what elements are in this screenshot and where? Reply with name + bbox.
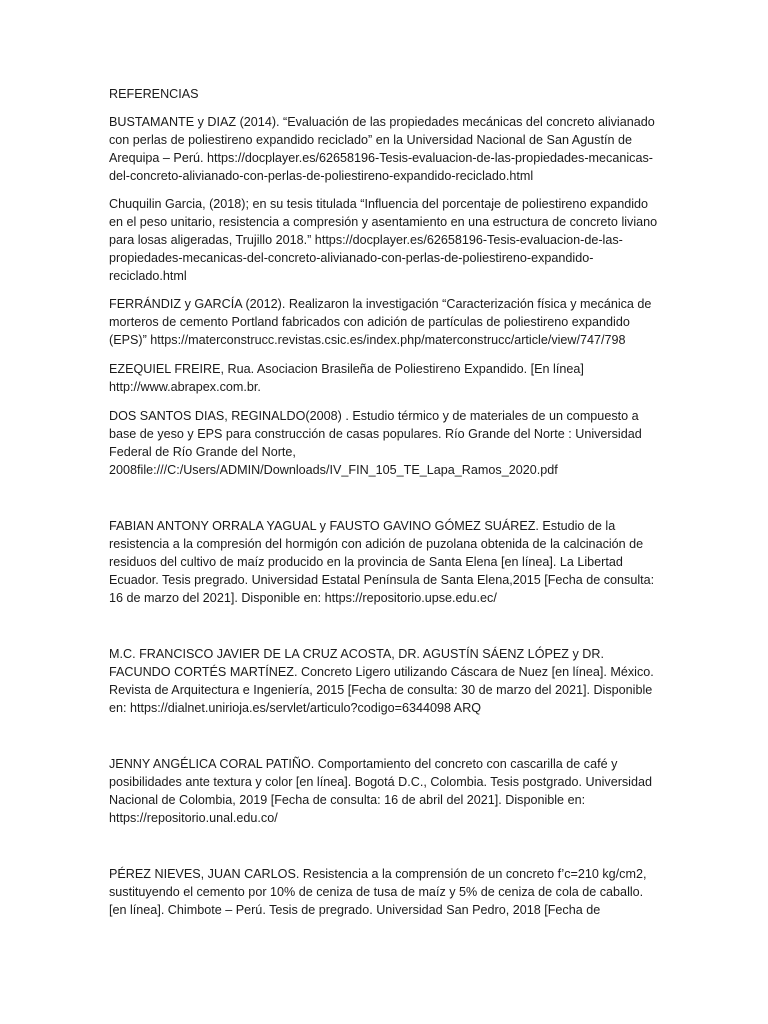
reference-ferrandiz-garcia: FERRÁNDIZ y GARCÍA (2012). Realizaron la investigación “Caracterización física y mecánica de morteros de cemento Portland fabricados con adición de partículas de poliestireno expandido (EPS)” https://materconstrucc.revistas.csic.es/index.php/materconstrucc/article/view/747/798 bbox=[109, 297, 652, 347]
reference-bustamante-diaz: BUSTAMANTE y DIAZ (2014). “Evaluación de las propiedades mecánicas del concreto alivianado con perlas de poliestireno expandido reciclado” en la Universidad Nacional de San Agustín de Arequipa – Perú. https://docplayer.es/62658196-Tesis-evaluacion-de-las-propiedades-mecanicas-del-concreto-alivianado-con-perlas-de-poliestireno-expandido-reciclado.html bbox=[109, 115, 655, 183]
reference-ezequiel-freire: EZEQUIEL FREIRE, Rua. Asociacion Brasileña de Poliestireno Expandido. [En línea] http://www.abrapex.com.br. bbox=[109, 362, 584, 394]
reference-de-la-cruz-acosta: M.C. FRANCISCO JAVIER DE LA CRUZ ACOSTA, DR. AGUSTÍN SÁENZ LÓPEZ y DR. FACUNDO CORTÉS MARTÍNEZ. Concreto Ligero utilizando Cáscara de Nuez [en línea]. México. Revista de Arquitectura e Ingeniería, 2015 [Fecha de consulta: 30 de marzo del 2021]. Disponible en: https://dialnet.unirioja.es/servlet/articulo?codigo=6344098 ARQ bbox=[109, 647, 654, 715]
document-page bbox=[109, 85, 661, 919]
section-heading: REFERENCIAS bbox=[109, 87, 199, 101]
reference-dos-santos-dias: DOS SANTOS DIAS, REGINALDO(2008) . Estudio térmico y de materiales de un compuesto a base de yeso y EPS para construcción de casas populares. Río Grande del Norte : Universidad Federal de Río Grande del Norte, 2008file:///C:/Users/ADMIN/Downloads/IV_FIN_105_TE_Lapa_Ramos_2020.pdf bbox=[109, 409, 642, 477]
reference-coral-patino: JENNY ANGÉLICA CORAL PATIÑO. Comportamiento del concreto con cascarilla de café y posibilidades ante textura y color [en línea]. Bogotá D.C., Colombia. Tesis postgrado. Universidad Nacional de Colombia, 2019 [Fecha de consulta: 16 de abril del 2021]. Disponible en: https://repositorio.unal.edu.co/ bbox=[109, 757, 652, 825]
reference-chuquilin-garcia: Chuquilin Garcia, (2018); en su tesis titulada “Influencia del porcentaje de poliestireno expandido en el peso unitario, resistencia a compresión y asentamiento en una estructura de concreto liviano para losas aligeradas, Trujillo 2018.” https://docplayer.es/62658196-Tesis-evaluacion-de-las-propiedades-mecanicas-del-concreto-alivianado-con-perlas-de-poliestireno-expandido-reciclado.html bbox=[109, 197, 658, 283]
reference-perez-nieves: PÉREZ NIEVES, JUAN CARLOS. Resistencia a la comprensión de un concreto f’c=210 kg/cm2, sustituyendo el cemento por 10% de ceniza de tusa de maíz y 5% de ceniza de cola de caballo. [en línea]. Chimbote – Perú. Tesis de pregrado. Universidad San Pedro, 2018 [Fecha de bbox=[109, 867, 647, 917]
reference-orrala-gomez: FABIAN ANTONY ORRALA YAGUAL y FAUSTO GAVINO GÓMEZ SUÁREZ. Estudio de la resistencia a la compresión del hormigón con adición de puzolana obtenida de la calcinación de residuos del cultivo de maíz producido en la provincia de Santa Elena [en línea]. La Libertad Ecuador. Tesis pregrado. Universidad Estatal Península de Santa Elena,2015 [Fecha de consulta: 16 de marzo del 2021]. Disponible en: https://repositorio.upse.edu.ec/ bbox=[109, 519, 655, 605]
